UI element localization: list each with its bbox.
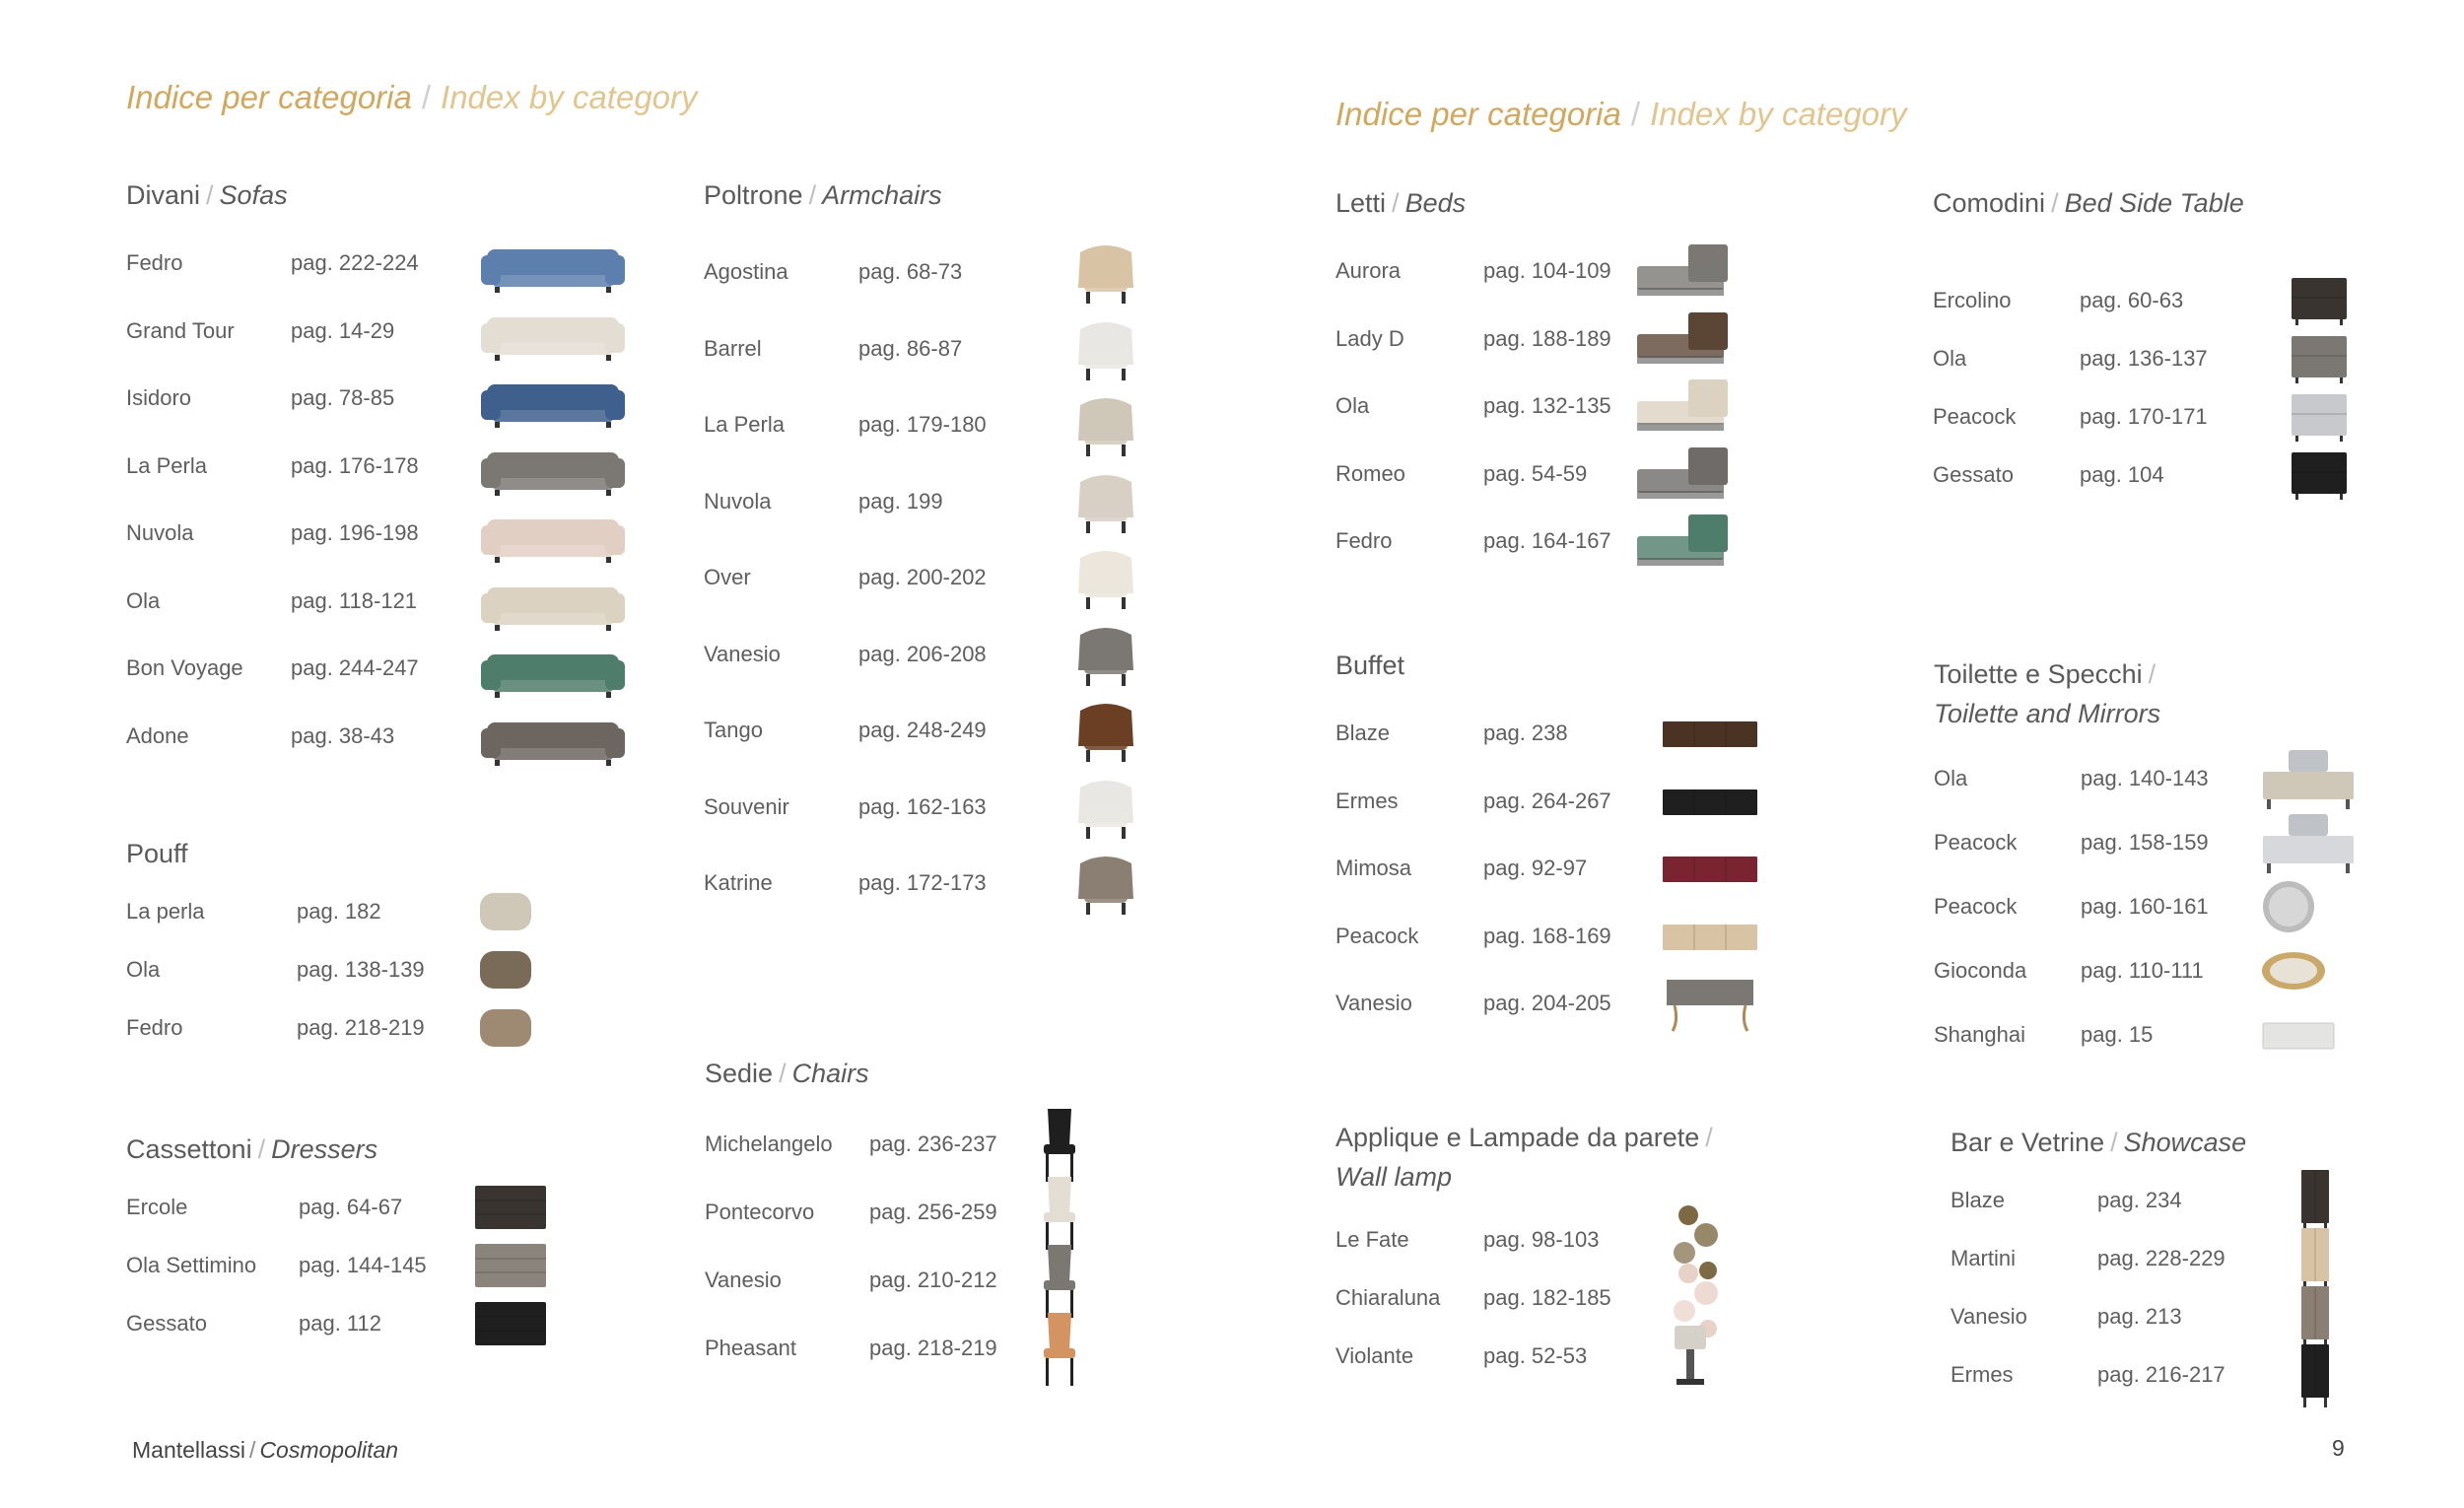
index-entry [126, 892, 634, 931]
entry-pages: pag. 110-111 [2081, 958, 2204, 983]
entry-pages: pag. 112 [299, 1311, 382, 1336]
title-en: Index by category [441, 79, 698, 115]
section-title [1934, 654, 2161, 733]
index-entry [705, 1329, 1188, 1368]
right-page-title [1335, 96, 1907, 133]
armchair-barrel-white-icon [1068, 313, 1143, 384]
index-entry [1934, 1015, 2417, 1055]
entry-name: Isidoro [126, 385, 192, 410]
section-title-separator: / [779, 1059, 787, 1088]
entry-name: Ercolino [1933, 288, 2012, 312]
index-entry [1933, 281, 2445, 320]
index-entry [1933, 397, 2445, 437]
entry-name: Ermes [1951, 1362, 2014, 1387]
entry-pages: pag. 199 [858, 488, 943, 514]
nightstand-black-icon [2288, 448, 2351, 502]
entry-name: Aurora [1335, 258, 1402, 283]
entry-name: Gessato [126, 1311, 207, 1336]
index-entry [704, 863, 1226, 903]
section-title-it: Letti [1335, 188, 1387, 218]
entry-pages: pag. 206-208 [858, 641, 987, 666]
entry-name: Gessato [1933, 462, 2014, 487]
section-title [1933, 183, 2244, 223]
index-entry [126, 1246, 629, 1285]
index-entry [126, 1188, 629, 1227]
section-title-en: Sofas [219, 180, 288, 210]
pouf-round-icon [476, 889, 535, 934]
section-title [1335, 646, 1404, 685]
index-entry [1335, 1337, 1818, 1376]
index-entry [1934, 759, 2417, 798]
entry-pages: pag. 248-249 [858, 718, 987, 742]
footer-brand [132, 1437, 398, 1464]
entry-name: Grand Tour [126, 317, 235, 343]
vanity-round-icon [2259, 746, 2358, 811]
entry-pages: pag. 244-247 [291, 655, 419, 680]
armchair-tufted-icon [1068, 466, 1143, 537]
entry-name: Over [704, 565, 751, 589]
section-title-it: Buffet [1335, 651, 1405, 680]
entry-pages: pag. 92-97 [1483, 856, 1588, 880]
pouf-ribbed-icon [476, 947, 535, 993]
entry-pages: pag. 210-212 [869, 1268, 997, 1292]
entry-name: Ercole [126, 1195, 188, 1219]
section-title-it: Divani [126, 180, 201, 210]
entry-name: Ermes [1335, 788, 1399, 813]
entry-pages: pag. 136-137 [2080, 346, 2208, 371]
collection-name: Cosmopolitan [259, 1437, 399, 1463]
entry-name: Ola [1934, 766, 1968, 790]
entry-name: Pheasant [705, 1336, 796, 1360]
entry-name: Fedro [1335, 528, 1393, 553]
entry-name: Agostina [704, 259, 788, 284]
index-entry [704, 482, 1226, 521]
section-title-en: Toilette and Mirrors [1934, 699, 2161, 728]
table-lamp-icon [1661, 1322, 1720, 1391]
entry-name: Pontecorvo [705, 1200, 815, 1224]
index-entry [126, 446, 637, 486]
index-entry [1951, 1355, 2453, 1395]
section-title-en: Bed Side Table [2064, 188, 2244, 218]
nightstand-dark-icon [2288, 274, 2351, 327]
armchair-round-icon [1068, 389, 1143, 460]
armchair-beige-icon [1068, 237, 1143, 308]
armchair-leather-icon [1068, 695, 1143, 766]
entry-pages: pag. 179-180 [858, 412, 987, 437]
index-entry [126, 950, 634, 990]
entry-name: Ola [1335, 393, 1370, 418]
entry-name: Violante [1335, 1343, 1414, 1368]
index-entry [1335, 849, 1818, 888]
index-entry [1335, 714, 1818, 753]
title-it: Indice per categoria [1335, 96, 1621, 132]
entry-pages: pag. 98-103 [1483, 1227, 1600, 1252]
section-title [704, 175, 942, 215]
entry-pages: pag. 52-53 [1483, 1343, 1588, 1368]
entry-name: Ola Settimino [126, 1253, 257, 1277]
index-entry [705, 1261, 1188, 1300]
sofa-cream-icon [479, 570, 627, 633]
cabinet-black-icon [2295, 1340, 2335, 1409]
index-entry [705, 1193, 1188, 1232]
entry-pages: pag. 222-224 [291, 250, 419, 275]
entry-pages: pag. 64-67 [299, 1195, 403, 1219]
entry-pages: pag. 104-109 [1483, 258, 1611, 283]
bed-brown-icon [1633, 308, 1732, 370]
entry-name: Bon Voyage [126, 655, 243, 680]
armchair-white-icon [1068, 772, 1143, 843]
entry-name: Gioconda [1934, 958, 2027, 983]
section-title-it: Comodini [1933, 188, 2046, 218]
page-number: 9 [2332, 1435, 2345, 1461]
entry-name: Ola [126, 957, 161, 982]
section-title-en: Wall lamp [1335, 1162, 1453, 1192]
section-title-it: Poltrone [704, 180, 803, 210]
section-title-separator: / [206, 180, 214, 210]
entry-name: Peacock [1933, 404, 2017, 429]
section-title [1335, 1118, 1719, 1197]
bed-quilted-icon [1633, 444, 1732, 505]
index-entry [1335, 1220, 1818, 1260]
section-title-it: Pouff [126, 839, 188, 868]
index-entry [1934, 951, 2417, 991]
entry-pages: pag. 264-267 [1483, 788, 1611, 813]
index-entry [126, 649, 637, 688]
entry-pages: pag. 234 [2097, 1188, 2182, 1212]
entry-pages: pag. 54-59 [1483, 460, 1588, 486]
entry-pages: pag. 188-189 [1483, 325, 1611, 351]
index-entry [1951, 1181, 2453, 1220]
index-entry [1934, 823, 2417, 862]
section-title-it: Sedie [705, 1059, 774, 1088]
entry-name: Ola [126, 587, 161, 613]
index-entry [1335, 319, 1791, 359]
index-entry [1951, 1239, 2453, 1278]
section-title-separator: / [2148, 659, 2156, 689]
index-entry [704, 558, 1226, 597]
entry-name: Peacock [1335, 923, 1419, 948]
console-grey-icon [1661, 974, 1759, 1033]
pouf-square-icon [476, 1005, 535, 1051]
entry-pages: pag. 200-202 [858, 565, 987, 589]
buffet-beige-icon [1661, 917, 1759, 956]
entry-name: Vanesio [705, 1268, 782, 1292]
entry-pages: pag. 256-259 [869, 1200, 997, 1224]
section-title-it: Applique e Lampade da parete [1335, 1123, 1700, 1152]
index-entry [704, 711, 1226, 750]
bed-green-icon [1633, 511, 1732, 572]
section-title-en: Dressers [271, 1134, 378, 1164]
entry-pages: pag. 14-29 [291, 317, 395, 343]
section-title-en: Beds [1404, 188, 1467, 218]
entry-name: Vanesio [704, 641, 781, 666]
mirror-rect-icon [2259, 1017, 2338, 1053]
entry-name: La Perla [704, 412, 785, 437]
section-title-separator: / [2110, 1128, 2118, 1157]
index-entry [126, 717, 637, 756]
entry-pages: pag. 218-219 [869, 1336, 997, 1360]
entry-name: Shanghai [1934, 1022, 2025, 1047]
entry-name: Romeo [1335, 460, 1405, 486]
entry-pages: pag. 160-161 [2081, 894, 2209, 919]
entry-pages: pag. 218-219 [297, 1015, 425, 1040]
entry-pages: pag. 78-85 [291, 385, 395, 410]
entry-name: Tango [704, 718, 763, 742]
section-title [126, 834, 188, 873]
sofa-chesterfield-blue-icon [479, 232, 627, 295]
section-title-separator: / [257, 1134, 266, 1164]
armchair-grey-icon [1068, 619, 1143, 690]
entry-pages: pag. 118-121 [291, 587, 418, 613]
title-en: Index by category [1650, 96, 1907, 132]
title-separator: / [421, 79, 432, 115]
entry-pages: pag. 158-159 [2081, 830, 2209, 855]
section-title [126, 1130, 377, 1169]
mirror-oval-icon [2259, 949, 2328, 993]
chair-orange-icon [1030, 1307, 1089, 1390]
index-entry [1335, 984, 1818, 1023]
index-entry [126, 582, 637, 621]
entry-pages: pag. 162-163 [858, 793, 987, 819]
sofa-sectional-icon [479, 705, 627, 768]
entry-name: Ola [1933, 346, 1967, 371]
index-entry [704, 405, 1226, 445]
entry-name: Blaze [1951, 1188, 2006, 1212]
entry-pages: pag. 238 [1483, 720, 1568, 745]
section-title-en: Chairs [791, 1059, 869, 1088]
section-title-en: Armchairs [822, 180, 942, 210]
entry-pages: pag. 60-63 [2080, 288, 2184, 312]
entry-pages: pag. 68-73 [858, 259, 963, 284]
entry-name: Vanesio [1335, 991, 1412, 1015]
dresser-dark-icon [471, 1178, 550, 1237]
buffet-low-icon [1661, 714, 1759, 753]
sofa-curved-icon [479, 300, 627, 363]
entry-pages: pag. 104 [2080, 462, 2164, 487]
index-entry [1933, 339, 2445, 378]
section-title [126, 175, 288, 215]
bed-cream-icon [1633, 376, 1732, 437]
entry-pages: pag. 172-173 [858, 870, 987, 895]
armchair-frame-icon [1068, 542, 1143, 613]
section-title-it: Cassettoni [126, 1134, 252, 1164]
entry-name: Souvenir [704, 793, 789, 819]
index-entry [704, 329, 1226, 369]
entry-pages: pag. 144-145 [299, 1253, 427, 1277]
index-entry [126, 1304, 629, 1343]
nightstand-light-icon [2288, 390, 2351, 444]
entry-name: Peacock [1934, 830, 2018, 855]
nightstand-grey-icon [2288, 332, 2351, 385]
index-entry [704, 788, 1226, 827]
index-entry [1335, 521, 1791, 561]
entry-name: Fedro [126, 1015, 183, 1040]
index-entry [1335, 251, 1791, 291]
entry-pages: pag. 228-229 [2097, 1246, 2225, 1270]
entry-pages: pag. 168-169 [1483, 923, 1611, 948]
entry-name: Adone [126, 722, 189, 748]
section-title [1335, 183, 1466, 223]
sofa-grey-icon [479, 435, 627, 498]
entry-pages: pag. 138-139 [297, 957, 425, 982]
entry-name: Barrel [704, 335, 762, 361]
entry-pages: pag. 182 [297, 899, 381, 924]
buffet-red-icon [1661, 849, 1759, 888]
entry-pages: pag. 38-43 [291, 722, 395, 748]
section-title-separator: / [808, 180, 817, 210]
section-title-en: Showcase [2123, 1128, 2247, 1157]
armchair-taupe-icon [1068, 848, 1143, 919]
section-title-separator: / [1705, 1123, 1713, 1152]
section-title-it: Bar e Vetrine [1951, 1128, 2105, 1157]
index-entry [126, 378, 637, 418]
index-entry [1335, 454, 1791, 494]
entry-name: Vanesio [1951, 1304, 2027, 1329]
vanity-desk-icon [2259, 810, 2358, 875]
index-entry [126, 311, 637, 351]
section-title-separator: / [2051, 188, 2059, 218]
entry-name: Michelangelo [705, 1131, 833, 1156]
title-it: Indice per categoria [126, 79, 412, 115]
entry-name: Fedro [126, 250, 183, 275]
entry-name: Le Fate [1335, 1227, 1409, 1252]
sofa-tufted-pink-icon [479, 502, 627, 565]
entry-name: Blaze [1335, 720, 1391, 745]
index-entry [126, 514, 637, 553]
entry-name: Martini [1951, 1246, 2017, 1270]
entry-name: La Perla [126, 452, 207, 478]
entry-name: Peacock [1934, 894, 2018, 919]
entry-pages: pag. 176-178 [291, 452, 419, 478]
entry-name: Mimosa [1335, 856, 1412, 880]
index-entry [1934, 887, 2417, 926]
index-entry [126, 243, 637, 283]
section-title [1951, 1123, 2246, 1162]
entry-name: Nuvola [704, 488, 772, 514]
entry-name: Chiaraluna [1335, 1285, 1441, 1310]
entry-pages: pag. 164-167 [1483, 528, 1611, 553]
entry-pages: pag. 216-217 [2097, 1362, 2225, 1387]
entry-pages: pag. 204-205 [1483, 991, 1611, 1015]
entry-name: Lady D [1335, 325, 1404, 351]
entry-pages: pag. 170-171 [2080, 404, 2208, 429]
index-entry [1335, 1278, 1818, 1318]
mirror-round-icon [2259, 877, 2318, 936]
dresser-black-icon [471, 1294, 550, 1353]
entry-pages: pag. 140-143 [2081, 766, 2209, 790]
index-entry [126, 1008, 634, 1048]
section-title [705, 1054, 869, 1093]
entry-pages: pag. 213 [2097, 1304, 2182, 1329]
index-entry [705, 1125, 1188, 1164]
index-entry [1335, 386, 1791, 426]
index-entry [1933, 455, 2445, 495]
entry-name: Katrine [704, 870, 773, 895]
bed-grey-icon [1633, 240, 1732, 302]
entry-name: La perla [126, 899, 205, 924]
entry-pages: pag. 236-237 [869, 1131, 997, 1156]
entry-name: Nuvola [126, 520, 194, 545]
entry-pages: pag. 15 [2081, 1022, 2154, 1047]
index-entry [704, 252, 1226, 292]
sofa-grey-green-icon [479, 637, 627, 700]
entry-pages: pag. 132-135 [1483, 393, 1611, 418]
footer-separator: / [249, 1437, 256, 1463]
left-page-title [126, 79, 698, 116]
sofa-chesterfield-navy-icon [479, 367, 627, 430]
section-title-separator: / [1392, 188, 1400, 218]
index-entry [704, 635, 1226, 674]
index-entry [1335, 917, 1818, 956]
entry-pages: pag. 182-185 [1483, 1285, 1611, 1310]
entry-pages: pag. 196-198 [291, 520, 419, 545]
title-separator: / [1630, 96, 1641, 132]
buffet-black-icon [1661, 782, 1759, 821]
dresser-tall-icon [471, 1236, 550, 1295]
entry-pages: pag. 86-87 [858, 335, 963, 361]
brand-name: Mantellassi [132, 1437, 246, 1463]
section-title-it: Toilette e Specchi [1934, 659, 2143, 689]
index-entry [1951, 1297, 2453, 1337]
index-entry [1335, 782, 1818, 821]
